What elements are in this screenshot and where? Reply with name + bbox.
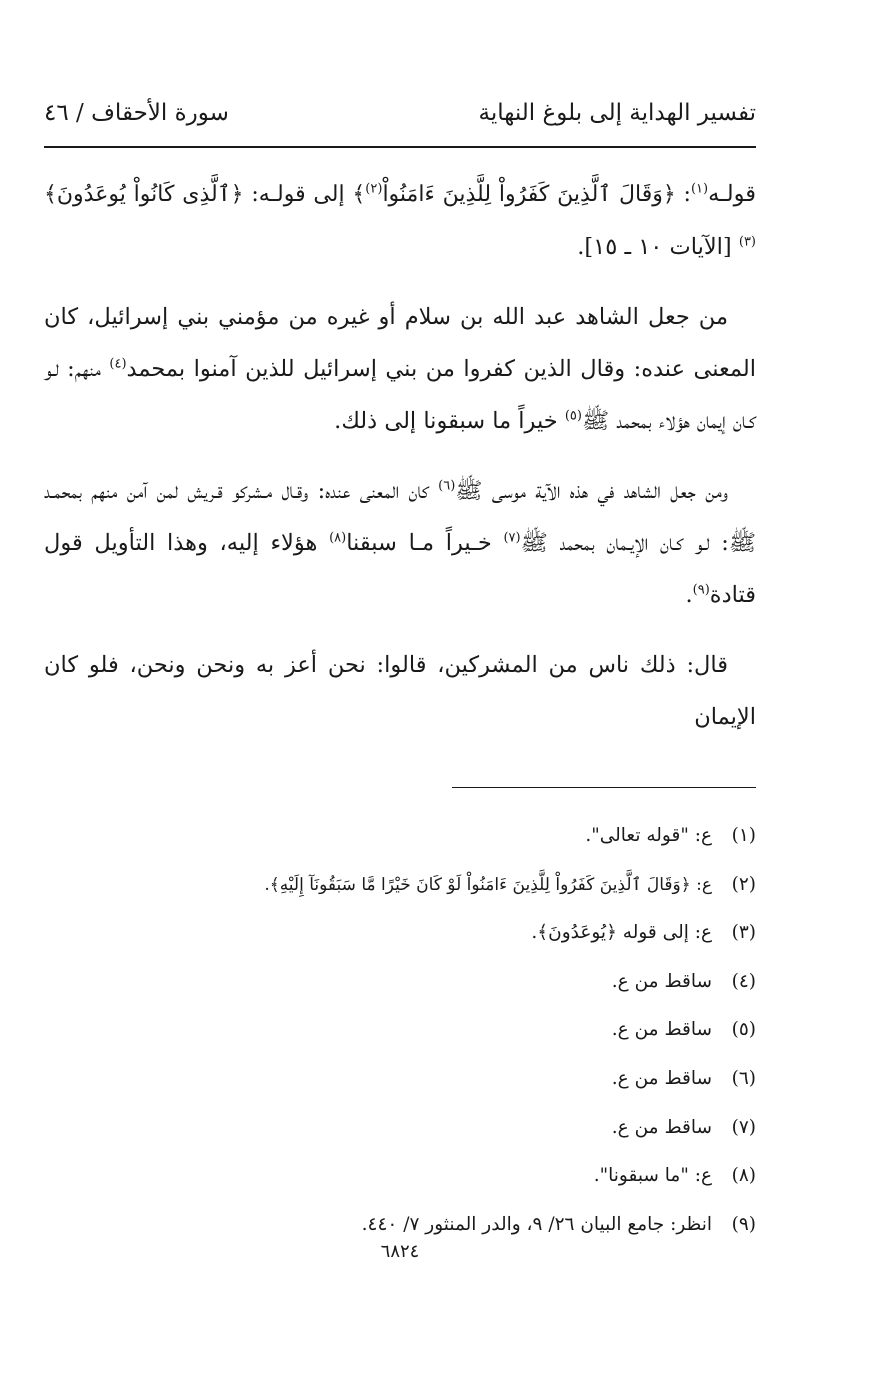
running-header xyxy=(44,96,756,148)
text-run: منهم: لـو كـان إيمان هؤلاء بمحمد ﷺ xyxy=(44,356,756,434)
footnote-number: (٢) xyxy=(731,873,756,895)
main-text xyxy=(44,168,756,761)
footnote-text: ع: إلى قوله ﴿يُوعَدُونَ﴾. xyxy=(531,922,712,944)
footnote-ref-7: (٧) xyxy=(503,530,521,546)
page-number: ٦٨٢٤ xyxy=(380,1241,420,1262)
paragraph-4: قال: ذلك ناس من المشركين، قالوا: نحن أعز به ونحن ونحن، فلو كان الإيمان xyxy=(44,652,756,730)
text-run: قولـه xyxy=(708,181,756,207)
footnote-number: (٧) xyxy=(731,1116,756,1138)
quran-verse: : ﴿وَقَالَ ٱلَّذِينَ كَفَرُواْ لِلَّذِينَ ءَامَنُواْ xyxy=(382,182,691,207)
footnote-ref-6: (٦) xyxy=(438,478,456,494)
paragraph-2 xyxy=(44,291,756,447)
footnote-number: (٣) xyxy=(731,922,756,944)
footnote-text: ع: "ما سبقونا". xyxy=(593,1165,712,1187)
footnote-ref-9: (٩) xyxy=(692,582,710,598)
footnote-item xyxy=(44,1152,756,1201)
footnote-ref-2: (٢) xyxy=(365,181,383,197)
footnote-number: (٥) xyxy=(731,1019,756,1041)
footnote-ref-1: (١) xyxy=(690,181,709,197)
text-run: من جعل الشاهد عبد الله بن سلام أو غيره من مؤمني بني إسرائيل، كان المعنى عنده: وقال الذين كفروا من بني إسرائيل للذين آمنوا بمحمد xyxy=(44,304,757,382)
footnote-number: (١) xyxy=(731,825,756,846)
text-run: خـيراً مـا سبقنا xyxy=(346,530,492,556)
footnote-item xyxy=(44,1104,756,1153)
footnote-item xyxy=(44,1055,756,1104)
footnote-ref-3: (٣) xyxy=(738,234,756,250)
footnote-ref-5: (٥) xyxy=(564,408,582,424)
footnote-item xyxy=(44,1006,756,1055)
verse-range: [الآيات ١٠ ـ ١٥]. xyxy=(577,234,732,260)
footnote-text: ساقط من ع. xyxy=(611,970,712,992)
footnote-item xyxy=(44,812,756,861)
footnote-separator xyxy=(452,787,756,788)
footnote-number: (٩) xyxy=(731,1213,756,1235)
footnote-item xyxy=(44,861,756,910)
text-run: هؤلاء إليه، وهذا التأويل قول قتادة xyxy=(44,530,756,608)
paragraph-1 xyxy=(44,168,756,273)
footnote-text: ساقط من ع. xyxy=(611,1067,712,1089)
footnote-ref-8: (٨) xyxy=(329,530,347,546)
surah-page-label: سورة الأحقاف / ٤٦ xyxy=(44,100,229,126)
paragraph-3 xyxy=(44,465,756,621)
footnote-text: ساقط من ع. xyxy=(611,1116,712,1138)
book-title: تفسير الهداية إلى بلوغ النهاية xyxy=(478,100,756,126)
footnote-number: (٤) xyxy=(731,970,756,992)
footnote-text: ع: "قوله تعالى". xyxy=(585,825,712,846)
footnote-text: ع: ﴿وَقَالَ ٱلَّذِينَ كَفَرُواْ لِلَّذِينَ ءَامَنُواْ لَوْ كَانَ خَيْرًا مَّا سَبَقُونَآ إِلَيْهِ﴾. xyxy=(264,874,712,895)
footnotes-list xyxy=(44,812,756,1249)
text-run: ومن جعل الشاهد في هذه الآية موسى ﷺ xyxy=(455,478,729,504)
footnote-number: (٦) xyxy=(731,1067,756,1089)
footnote-text: انظر: جامع البيان ٢٦/ ٩، والدر المنثور ٧/ ٤٤٠. xyxy=(361,1213,712,1235)
text-run: كان المعنى عنده: وقـال مـشركو قـريش لمن آمن منهم بمحمـد ﷺ: لـو كـان الإيـمان بمحمد ﷺ xyxy=(44,478,757,556)
footnote-ref-4: (٤) xyxy=(109,356,127,372)
text-run: خيراً ما سبقونا إلى ذلك. xyxy=(334,408,558,434)
footnote-item xyxy=(44,909,756,958)
text-run: . xyxy=(685,582,693,608)
footnote-number: (٨) xyxy=(731,1165,756,1187)
footnote-item xyxy=(44,958,756,1007)
footnote-text: ساقط من ع. xyxy=(611,1019,712,1041)
quran-verse: ﴾ إلى قولـه: ﴿ٱلَّذِى كَانُواْ يُوعَدُونَ﴾ xyxy=(44,182,366,207)
